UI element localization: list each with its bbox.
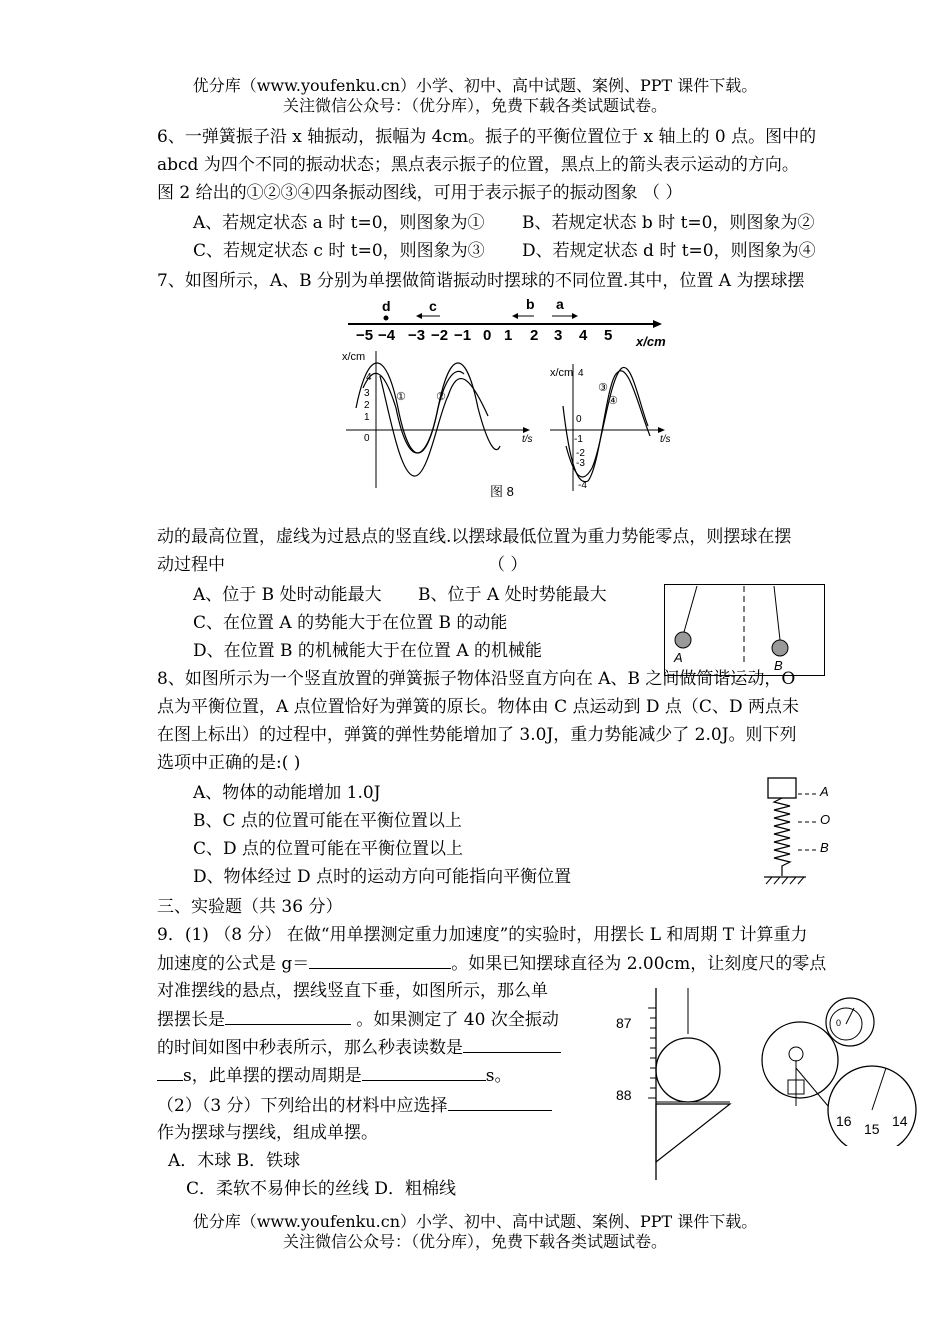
state-b-label: b — [526, 296, 535, 312]
axis-tick: 0 — [483, 327, 492, 344]
q6-line3: 图 2 给出的①②③④四条振动图线，可用于表示振子的振动图象 （ ） — [157, 183, 683, 203]
state-d-label: d — [382, 298, 391, 314]
section-3-title: 三、实验题（共 36 分） — [157, 897, 343, 917]
q6-line1: 6、一弹簧振子沿 x 轴振动，振幅为 4cm。振子的平衡位置位于 x 轴上的 0 点。图中的 — [157, 127, 817, 147]
small-dial-zero: 0 — [836, 1018, 842, 1028]
ruler-mark-88: 88 — [616, 1087, 632, 1103]
axis-tick: −1 — [454, 327, 472, 344]
q6-option-c: C、若规定状态 c 时 t=0，则图象为③ — [193, 241, 485, 261]
graph-left-tick: 3 — [364, 388, 370, 399]
graph-left-ylabel: x/cm — [342, 351, 366, 363]
axis-tick: 4 — [579, 327, 588, 344]
q7-line2: 动的最高位置，虚线为过悬点的竖直线.以摆球最低位置为重力势能零点，则摆球在摆 — [157, 527, 792, 547]
q9-stopwatch-prompt: 的时间如图中秒表所示，那么秒表读数是 — [157, 1038, 463, 1058]
axis-tick: −4 — [378, 327, 396, 344]
stopwatch-reading-blank[interactable] — [463, 1034, 561, 1053]
graph-left-tick: 0 — [364, 433, 370, 444]
figure-caption: 图 8 — [490, 484, 514, 499]
stopwatch-figure — [756, 996, 926, 1146]
axis-tick: −5 — [356, 327, 374, 344]
q9-period-unit: s。 — [485, 1066, 512, 1086]
q9-line4 — [157, 1006, 559, 1033]
spring-label-o: O — [820, 812, 831, 827]
axis-tick: 2 — [530, 327, 539, 344]
q7-line1: 7、如图所示，A、B 分别为单摆做简谐振动时摆球的不同位置.其中，位置 A 为摆球摆 — [157, 271, 805, 291]
q8-option-d: D、物体经过 D 点时的运动方向可能指向平衡位置 — [193, 867, 572, 887]
spring-label-a: A — [820, 784, 829, 799]
period-blank[interactable] — [362, 1062, 486, 1081]
axis-tick: 5 — [604, 327, 613, 344]
q9-line8: 作为摆球与摆线，组成单摆。 — [157, 1123, 378, 1143]
axis-tick: 3 — [554, 327, 563, 344]
big-dial-14: 14 — [892, 1113, 908, 1129]
q6-line2: abcd 为四个不同的振动状态；黑点表示振子的位置，黑点上的箭头表示运动的方向。 — [157, 155, 799, 175]
curve-mark-2: ② — [436, 391, 446, 403]
curve-mark-4: ④ — [608, 395, 618, 407]
axis-unit: x/cm — [636, 334, 666, 349]
q9-options-ab: A．木球 B．铁球 — [168, 1151, 301, 1171]
q8-line1: 8、如图所示为一个竖直放置的弹簧振子物体沿竖直方向在 A、B 之间做简谐运动，O — [157, 669, 796, 689]
q9-line3: 对准摆线的悬点，摆线竖直下垂，如图所示，那么单 — [157, 981, 548, 1001]
spring-label-b: B — [820, 840, 829, 855]
pendulum-figure — [664, 584, 826, 676]
q7-line3: 动过程中 — [157, 555, 225, 575]
curve-mark-3: ③ — [598, 382, 608, 394]
q8-line2: 点为平衡位置，A 点位置恰好为弹簧的原长。物体由 C 点运动到 D 点（C、D 两点未 — [157, 697, 799, 717]
state-a-label: a — [556, 296, 564, 312]
ruler-mark-87: 87 — [616, 1015, 632, 1031]
q9-diameter-text: 。如果已知摆球直径为 2.00cm，让刻度尺的零点 — [451, 954, 827, 974]
graph-left-tick: 2 — [364, 400, 370, 411]
q6-option-d: D、若规定状态 d 时 t=0，则图象为④ — [522, 241, 816, 261]
q9-period-prompt: s，此单摆的摆动周期是 — [183, 1066, 362, 1086]
q8-option-b: B、C 点的位置可能在平衡位置以上 — [193, 811, 462, 831]
graph-left-tick: 4 — [366, 372, 372, 383]
q7-option-a: A、位于 B 处时动能最大 — [193, 585, 382, 605]
q8-line4: 选项中正确的是:( ) — [157, 753, 301, 773]
graph-right-tick: -1 — [574, 434, 583, 445]
q8-line3: 在图上标出）的过程中，弹簧的弹性势能增加了 3.0J，重力势能减少了 2.0J。则下列 — [157, 725, 797, 745]
axis-tick: 1 — [504, 327, 513, 344]
q9-line5 — [157, 1034, 561, 1061]
q7-answer-paren: （ ） — [488, 555, 528, 575]
q9-material-prompt: （2）（3 分）下列给出的材料中应选择 — [157, 1096, 448, 1116]
graph-left-xlabel: t/s — [522, 434, 533, 445]
axis-tick: −3 — [408, 327, 426, 344]
graph-left-tick: 1 — [364, 412, 370, 423]
curve-mark-1: ① — [396, 391, 406, 403]
q9-length-prompt: 摆摆长是 — [157, 1010, 225, 1030]
page-footer-line1: 优分库（www.youfenku.cn）小学、初中、高中试题、案例、PPT 课件下载。 — [192, 1212, 758, 1231]
q8-option-a: A、物体的动能增加 1.0J — [193, 783, 381, 803]
q9-options-cd: C．柔软不易伸长的丝线 D．粗棉线 — [186, 1179, 457, 1199]
graph-right-tick: -3 — [576, 458, 585, 469]
q6-option-b: B、若规定状态 b 时 t=0，则图象为② — [522, 213, 815, 233]
page-header-line2: 关注微信公众号：（优分库），免费下载各类试题试卷。 — [282, 96, 667, 115]
graph-right-xlabel: t/s — [660, 434, 671, 445]
pendulum-length-blank[interactable] — [225, 1006, 351, 1025]
graph-right-tick: -2 — [576, 448, 585, 459]
q7-option-d: D、在位置 B 的机械能大于在位置 A 的机械能 — [193, 641, 543, 661]
q7-option-c: C、在位置 A 的势能大于在位置 B 的动能 — [193, 613, 508, 633]
graph-right-tick: -4 — [578, 480, 587, 491]
page-footer-line2: 关注微信公众号：（优分库），免费下载各类试题试卷。 — [282, 1232, 667, 1251]
pendulum-label-b: B — [774, 658, 783, 673]
q9-formula-prompt: 加速度的公式是 g＝ — [157, 954, 310, 974]
q9-line1: 9．(1) （8 分） 在做“用单摆测定重力加速度”的实验时，用摆长 L 和周期 T 计算重力 — [157, 925, 808, 945]
big-dial-15: 15 — [864, 1121, 880, 1137]
stopwatch-reading-blank-cont[interactable] — [157, 1062, 183, 1081]
state-d-dot — [384, 316, 389, 321]
ruler-figure — [612, 984, 742, 1184]
page-header-line1: 优分库（www.youfenku.cn）小学、初中、高中试题、案例、PPT 课件下载。 — [192, 76, 758, 95]
q9-line2 — [157, 950, 826, 977]
spring-figure — [760, 774, 840, 888]
graph-right-ylabel: x/cm — [550, 367, 574, 379]
q9-oscillation-text: 。如果测定了 40 次全振动 — [351, 1010, 559, 1030]
graph-right-tick: 0 — [576, 414, 582, 425]
gravity-formula-blank[interactable] — [309, 950, 451, 969]
axis-tick: −2 — [431, 327, 449, 344]
graph-right-tick: 4 — [578, 368, 584, 379]
pendulum-label-a: A — [674, 650, 683, 665]
material-choice-blank[interactable] — [448, 1092, 552, 1111]
big-dial-16: 16 — [836, 1113, 852, 1129]
q7-option-b: B、位于 A 处时势能最大 — [418, 585, 607, 605]
q8-option-c: C、D 点的位置可能在平衡位置以上 — [193, 839, 464, 859]
vibration-figure — [338, 296, 688, 506]
q6-option-a: A、若规定状态 a 时 t=0，则图象为① — [193, 213, 485, 233]
state-c-label: c — [429, 298, 437, 314]
q9-line7 — [157, 1092, 552, 1119]
q9-line6 — [157, 1062, 511, 1089]
